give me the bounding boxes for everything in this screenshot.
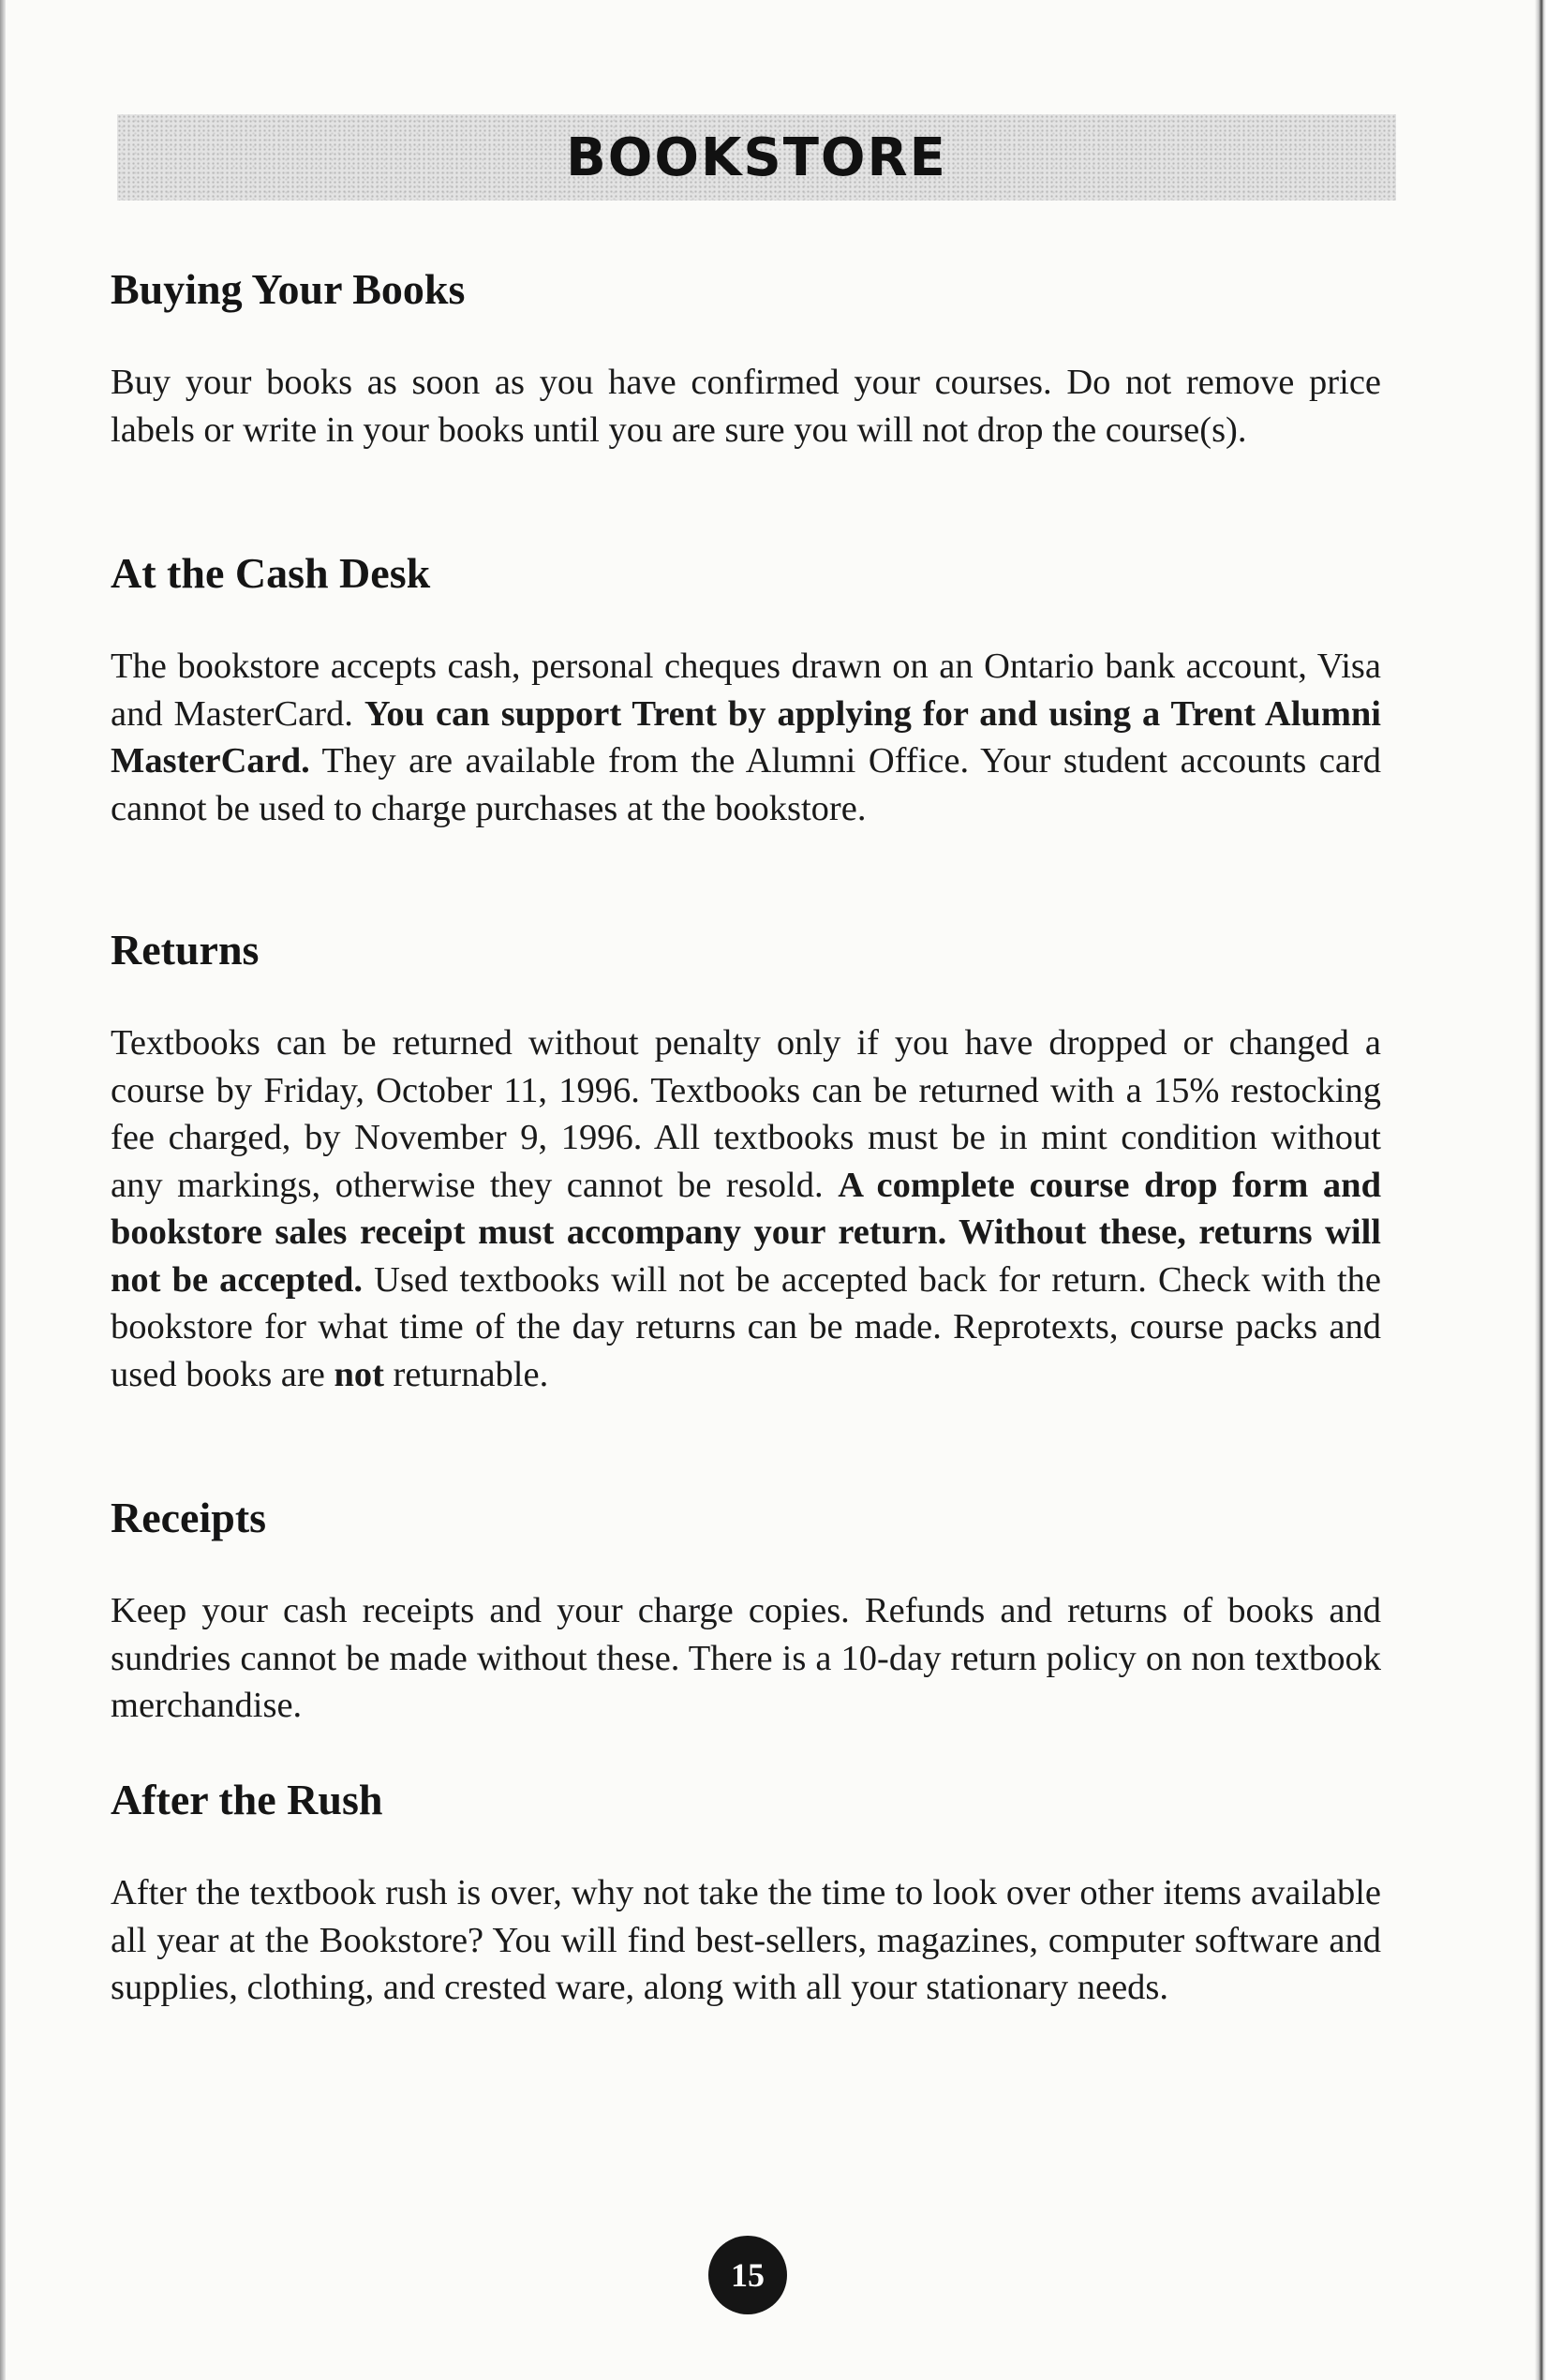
section-after-the-rush <box>111 1774 1381 2012</box>
text-run: After the textbook rush is over, why not take the time to look over other items available all year at the Bookstore? You will find best-sellers, magazines, computer software and supplies, clothing, and crested ware, along with all your stationary needs. <box>111 1873 1381 2007</box>
section-heading: Returns <box>111 926 260 974</box>
text-run: Keep your cash receipts and your charge copies. Refunds and returns of books and sundries cannot be made without these. There is a 10-day return policy on non textbook merchandise. <box>111 1591 1381 1725</box>
section-paragraph <box>111 643 1381 832</box>
page-number-badge <box>708 2236 787 2314</box>
bold-text-run: A complete course drop form and bookstore sales receipt must accompany your return. Without these, returns will not be accepted. <box>111 1165 1382 1300</box>
section-heading: Receipts <box>111 1494 267 1541</box>
page-number: 15 <box>731 2256 765 2294</box>
text-run: returnable. <box>383 1354 549 1394</box>
section-paragraph <box>111 1587 1381 1730</box>
section-receipts <box>111 1492 1381 1730</box>
text-run: Textbooks can be returned without penalty only if you have dropped or changed a course by Friday, October 11, 1996. Textbooks can be returned with a 15% restocking fee charged, by November 9, 1996. All textbooks must be in mint condition without any markings, otherwise they cannot be resold. <box>111 1023 1381 1205</box>
banner-title: BOOKSTORE <box>566 126 947 188</box>
text-run: Used textbooks will not be accepted back for return. Check with the bookstore for what time of the day returns can be made. Reprotexts, course packs and used books are <box>111 1259 1382 1394</box>
text-run: Buy your books as soon as you have confirmed your courses. Do not remove price labels or write in your books until you are sure you will not drop the course(s). <box>111 363 1381 450</box>
page-spine-edge <box>0 0 6 2380</box>
bold-text-run: not <box>334 1354 384 1394</box>
section-heading: At the Cash Desk <box>111 549 431 597</box>
bold-text-run: You can support Trent by applying for and using a Trent Alumni MasterCard. <box>111 693 1381 781</box>
text-run: The bookstore accepts cash, personal cheques drawn on an Ontario bank account, Visa and MasterCard. <box>111 647 1381 734</box>
section-returns <box>111 924 1381 1398</box>
section-at-the-cash-desk <box>111 547 1381 832</box>
section-buying-your-books <box>111 263 1381 454</box>
page-right-edge <box>1535 0 1546 2380</box>
bookstore-banner <box>117 114 1396 201</box>
text-run: They are available from the Alumni Office. Your student accounts card cannot be used to charge purchases at the bookstore. <box>111 741 1381 828</box>
section-paragraph <box>111 1019 1381 1398</box>
section-paragraph <box>111 1869 1381 2012</box>
section-heading: Buying Your Books <box>111 265 466 313</box>
section-paragraph <box>111 359 1381 454</box>
section-heading: After the Rush <box>111 1776 383 1823</box>
